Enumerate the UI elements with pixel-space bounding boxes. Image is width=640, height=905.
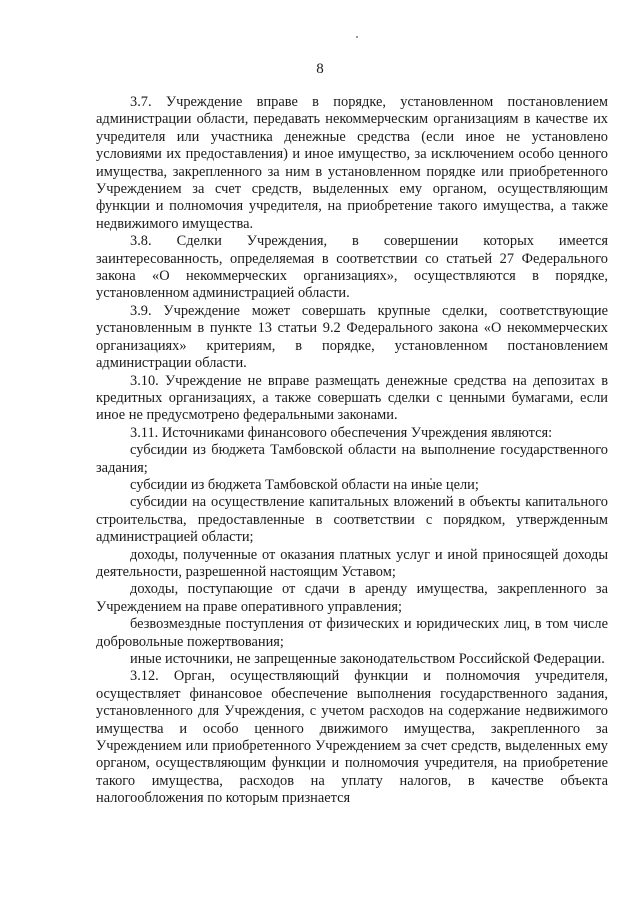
scan-speck bbox=[356, 36, 358, 38]
paragraph-3-10: 3.10. Учреждение не вправе размещать денежные средства на депозитах в кредитных организациях, а также совершать сделки с ценными бумагами, если иное не предусмотрено федеральными законами. bbox=[96, 372, 608, 424]
funding-source-item: иные источники, не запрещенные законодательством Российской Федерации. bbox=[130, 651, 605, 667]
funding-source-item: субсидии из бюджета Тамбовской области на иные цели; bbox=[130, 476, 479, 493]
funding-source-item: субсидии из бюджета Тамбовской области на выполнение государственного задания; bbox=[96, 442, 608, 476]
paragraph-3-11: 3.11. Источниками финансового обеспечения Учреждения являются: bbox=[130, 424, 553, 441]
funding-source-item: безвозмездные поступления от физических и юридических лиц, в том числе добровольные пожертвования; bbox=[96, 616, 608, 650]
paragraph-3-12: 3.12. Орган, осуществляющий функции и полномочия учредителя, осуществляет финансовое обеспечение выполнения государственного задания, установленного для Учреждения, с учетом расходов на содержание недвижимого имущества и особо ценного движимого имущества, закрепленного за Учреждением или приобретенного Учреждением за счет средств, выделенных ему органом, осуществляющим функции и полномочия учредителя, на приобретение такого имущества, расходов на уплату налогов, в качестве объекта налогообложения по которым признается bbox=[96, 668, 608, 807]
paragraph-3-7: 3.7. Учреждение вправе в порядке, установленном постановлением администрации области, передавать некоммерческим организациям в качестве их учредителя или участника денежные средства (если иное не установлено условиями их предоставления) и иное имущество, за исключением особо ценного имущества, закрепленного за ним в установленном порядке или приобретенного Учреждением за счет средств, выделенных ему органом, осуществляющим функции и полномочия учредителя, на приобретение такого имущества, а также недвижимого имущества. bbox=[96, 94, 608, 232]
document-body bbox=[96, 94, 608, 808]
paragraph-3-8: 3.8. Сделки Учреждения, в совершении которых имеется заинтересованность, определяемая в соответствии со статьей 27 Федерального закона «О некоммерческих организациях», осуществляются в порядке, установленном администрацией области. bbox=[96, 233, 608, 302]
page-number: 8 bbox=[316, 61, 324, 77]
paragraph-3-9: 3.9. Учреждение может совершать крупные сделки, соответствующие установленным в пункте 13 статьи 9.2 Федерального закона «О некоммерческих организациях» критериям, в порядке, установленном постановлением администрации области. bbox=[96, 302, 608, 372]
funding-source-item: субсидии на осуществление капитальных вложений в объекты капитального строительства, предоставленные в соответствии с порядком, утвержденным администрацией области; bbox=[96, 494, 608, 546]
funding-source-item: доходы, полученные от оказания платных услуг и иной приносящей доходы деятельности, разрешенной настоящим Уставом; bbox=[96, 546, 608, 580]
funding-source-item: доходы, поступающие от сдачи в аренду имущества, закрепленного за Учреждением на праве оперативного управления; bbox=[96, 581, 608, 615]
